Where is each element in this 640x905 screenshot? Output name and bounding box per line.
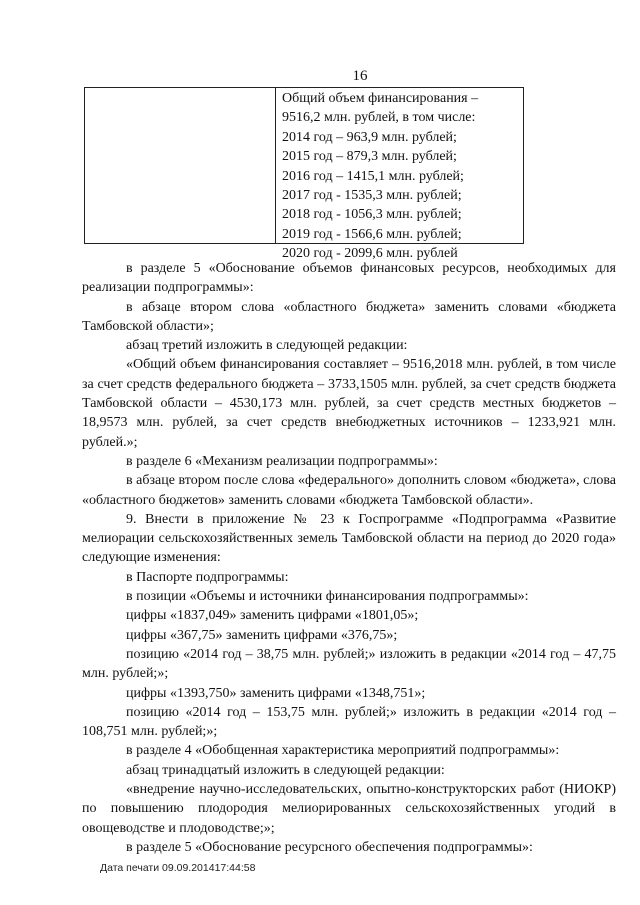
paragraph: цифры «1393,750» заменить цифрами «1348,751»; (126, 685, 426, 701)
paragraph: цифры «1837,049» заменить цифрами «1801,05»; (126, 608, 419, 624)
print-date-footer: Дата печати 09.09.201417:44:58 (100, 862, 256, 874)
paragraph: абзац тринадцатый изложить в следующей редакции: (126, 762, 445, 778)
table-right-cell (276, 88, 523, 262)
table-line: 2014 год – 963,9 млн. рублей; (282, 129, 457, 145)
paragraph: «внедрение научно-исследовательских, опытно-конструкторских работ (НИОКР) по повышению плодородия мелиорированных сельскохозяйственных угодий в овощеводстве и плодоводстве;»; (82, 782, 616, 836)
table-line: Общий объем финансирования – (282, 91, 479, 106)
paragraph: «Общий объем финансирования составляет – 9516,2018 млн. рублей, в том числе за счет средств федерального бюджета – 3733,1505 млн. рублей, за счет средств бюджета Тамбовской области – 4530,173 млн. рублей, за счет средств местных бюджетов – 18,9573 млн. рублей, за счет средств внебюджетных источников – 1233,921 млн. рублей.»; (82, 357, 616, 450)
paragraph: в позиции «Объемы и источники финансирования подпрограммы»: (126, 589, 529, 605)
paragraph: в разделе 5 «Обоснование ресурсного обеспечения подпрограммы»: (126, 839, 533, 855)
paragraph: 9. Внести в приложение № 23 к Госпрограмме «Подпрограмма «Развитие мелиорации сельскохозяйственных земель Тамбовской области на период до 2020 года» следующие изменения: (82, 511, 616, 566)
table-line: 2018 год - 1056,3 млн. рублей; (282, 207, 462, 223)
table-line: 9516,2 млн. рублей, в том числе: (282, 110, 476, 126)
paragraph: в разделе 6 «Механизм реализации подпрограммы»: (126, 453, 438, 469)
paragraph: в разделе 5 «Обоснование объемов финансовых ресурсов, необходимых для реализации подпрограммы»: (82, 261, 616, 296)
table-left-cell (85, 88, 276, 243)
table-line: 2019 год - 1566,6 млн. рублей; (282, 226, 462, 242)
paragraph: в Паспорте подпрограммы: (126, 569, 289, 585)
table-line: 2020 год - 2099,6 млн. рублей (282, 246, 458, 262)
paragraph: абзац третий изложить в следующей редакции: (126, 338, 408, 354)
document-body (82, 259, 616, 857)
financing-table (84, 87, 524, 262)
table-line: 2016 год – 1415,1 млн. рублей; (282, 168, 464, 184)
paragraph: в абзаце втором после слова «федерального» дополнить словом «бюджета», слова «областного бюджетов» заменить словами «бюджета Тамбовской области». (82, 473, 616, 508)
paragraph: позицию «2014 год – 38,75 млн. рублей;» изложить в редакции «2014 год – 47,75 млн. рублей;»; (82, 646, 616, 682)
table-line: 2015 год – 879,3 млн. рублей; (282, 149, 457, 165)
paragraph: в разделе 4 «Обобщенная характеристика мероприятий подпрограммы»: (126, 743, 560, 759)
paragraph: в абзаце втором слова «областного бюджета» заменить словами «бюджета Тамбовской области»; (82, 299, 616, 334)
paragraph: позицию «2014 год – 153,75 млн. рублей;» изложить в редакции «2014 год – 108,751 млн. рублей;»; (82, 704, 616, 740)
page-number: 16 (352, 68, 368, 84)
table-line: 2017 год - 1535,3 млн. рублей; (282, 188, 462, 204)
paragraph: цифры «367,75» заменить цифрами «376,75»; (126, 627, 398, 643)
